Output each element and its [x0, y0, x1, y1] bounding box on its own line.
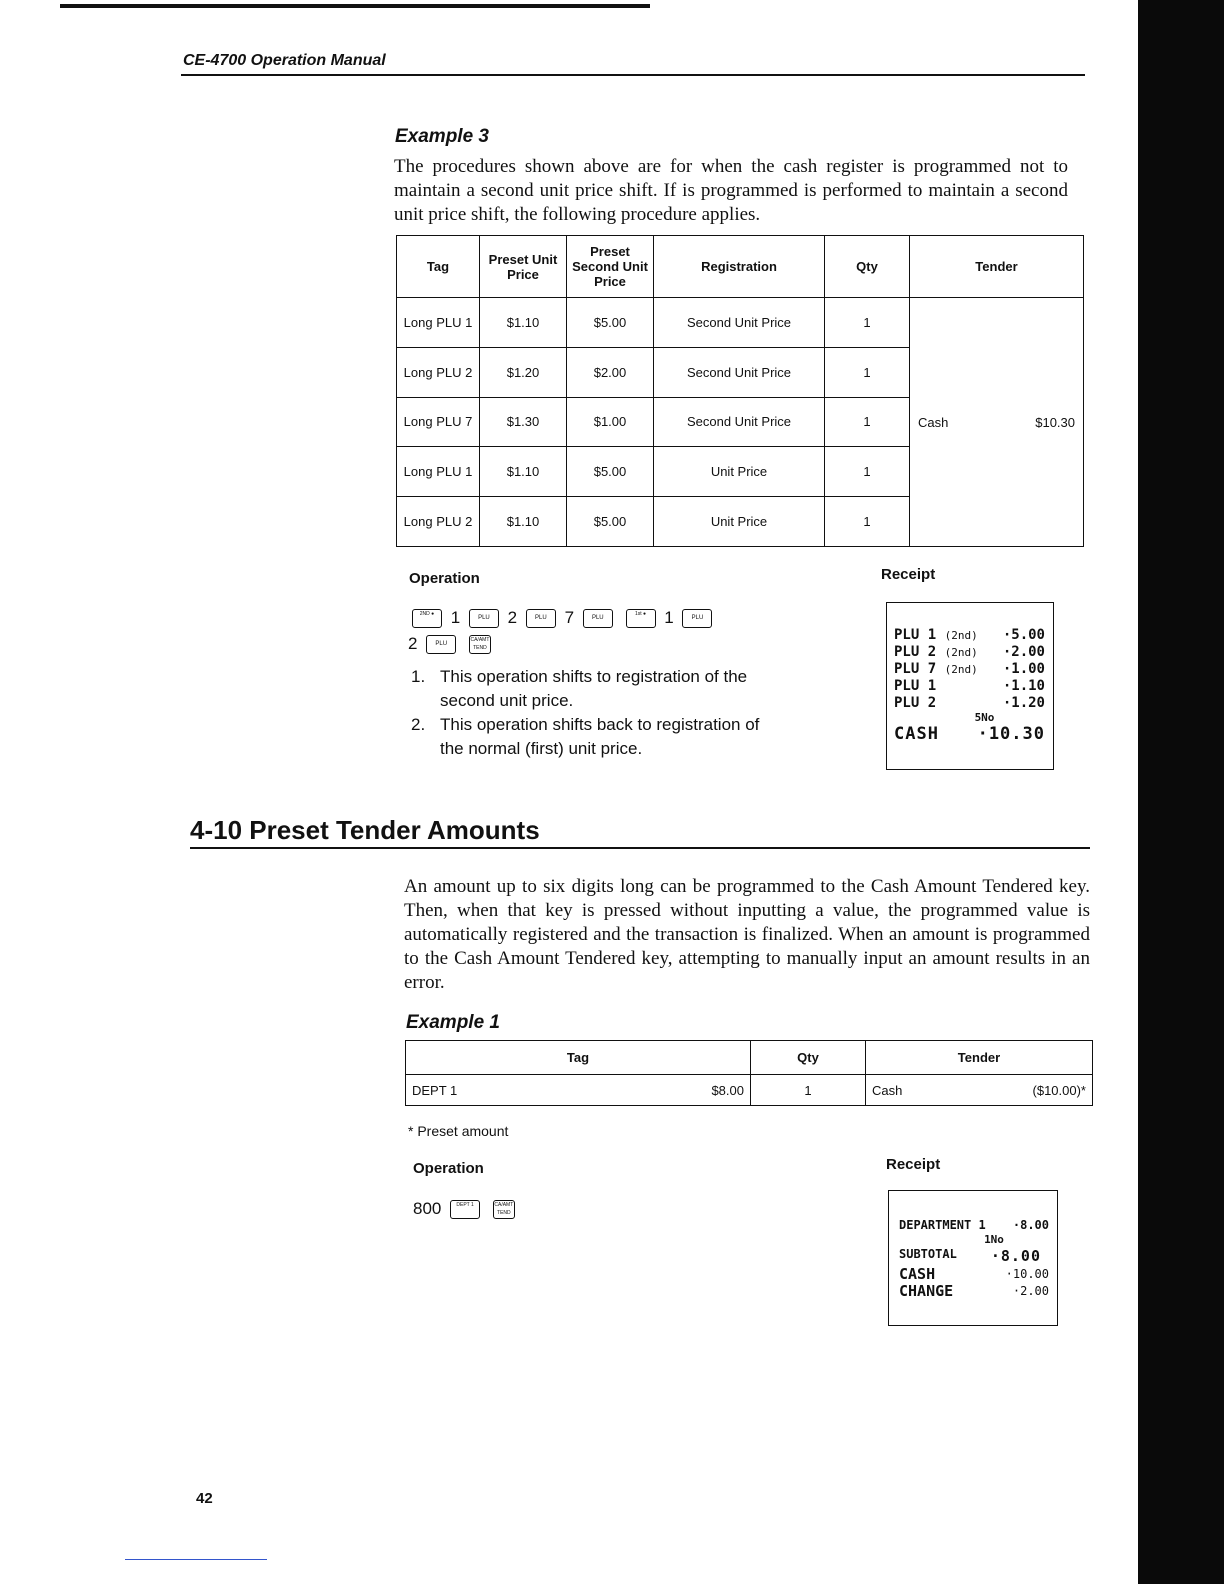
cell-registration: Unit Price — [654, 447, 825, 497]
plu-key: PLU — [583, 609, 613, 628]
table-header-row — [406, 1041, 1093, 1075]
header-qty: Qty — [825, 236, 910, 298]
bottom-rule — [125, 1559, 267, 1560]
cell-qty: 1 — [825, 397, 910, 447]
list-item — [411, 665, 771, 713]
header-unit-price: Preset Unit Price — [480, 236, 567, 298]
receipt-cash-value: ·10.30 — [977, 724, 1045, 744]
receipt-change-label: CHANGE — [899, 1282, 954, 1300]
receipt-amount: ·1.00 — [1002, 661, 1045, 677]
cell-tag: Long PLU 2 — [397, 497, 480, 547]
operation-sequence — [413, 1197, 519, 1221]
op-amount: 800 — [413, 1199, 442, 1218]
operation-notes — [411, 665, 771, 761]
top-rule — [60, 4, 650, 8]
receipt-example-1 — [888, 1190, 1058, 1326]
receipt-change-value: ·2.00 — [1012, 1284, 1049, 1298]
dept-label: DEPT 1 — [412, 1082, 458, 1098]
cell-unit-price: $1.10 — [480, 497, 567, 547]
receipt-cash-label: CASH — [899, 1265, 936, 1283]
op-digit: 7 — [564, 608, 575, 627]
example-3-intro: The procedures shown above are for when the cash register is programmed not to maintain a second unit price shift. If is programmed is performed to maintain a second unit price shift, the following procedure applies. — [394, 156, 1068, 225]
header-tender: Tender — [866, 1041, 1093, 1075]
example-3-table — [396, 235, 1084, 547]
second-unit-price-key: 2ND ● — [412, 609, 442, 628]
dept-key: DEPT 1 — [450, 1200, 480, 1219]
table-row — [406, 1075, 1093, 1106]
preset-footnote: * Preset amount — [408, 1123, 509, 1139]
tender-content — [918, 415, 1075, 430]
cell-qty: 1 — [825, 347, 910, 397]
receipt-line — [894, 627, 1045, 644]
cell-tag — [406, 1075, 751, 1106]
note-number: 2. — [411, 715, 426, 734]
note-text: This operation shifts back to registration of the normal (first) unit price. — [440, 715, 760, 758]
op-digit: 1 — [450, 608, 461, 627]
op-digit: 1 — [664, 608, 674, 627]
example-3-title: Example 3 — [395, 126, 489, 147]
cell-qty: 1 — [825, 447, 910, 497]
receipt-body — [889, 1191, 1057, 1300]
cell-unit-price: $1.30 — [480, 397, 567, 447]
receipt-mod: (2nd) — [944, 663, 978, 676]
cell-second-price: $5.00 — [567, 447, 654, 497]
receipt-amount: ·5.00 — [1002, 627, 1045, 643]
tender-label: Cash — [872, 1082, 903, 1098]
cell-unit-price: $1.20 — [480, 347, 567, 397]
header-tender: Tender — [910, 236, 1084, 298]
receipt-item: PLU 2 — [894, 644, 937, 660]
operation-heading: Operation — [409, 570, 480, 587]
cell-tag: Long PLU 1 — [397, 447, 480, 497]
op-digit: 2 — [507, 608, 518, 627]
plu-key: PLU — [426, 635, 456, 654]
tender-amount: $10.30 — [1035, 414, 1075, 430]
cash-tendered-key: CA/AMT TEND — [469, 635, 491, 654]
receipt-cash-line — [894, 724, 1045, 744]
header-qty: Qty — [751, 1041, 866, 1075]
cell-qty: 1 — [825, 497, 910, 547]
cell-second-price: $1.00 — [567, 397, 654, 447]
receipt-line — [899, 1217, 1049, 1234]
cell-registration: Second Unit Price — [654, 347, 825, 397]
receipt-cash-label: CASH — [894, 724, 939, 744]
table-row — [397, 298, 1084, 348]
example-1-title: Example 1 — [406, 1012, 500, 1033]
section-body: An amount up to six digits long can be programmed to the Cash Amount Tendered key. Then, when that key is pressed without inputting a value, the programmed value is automatically registered and the transaction is finalized. When an amount is programmed to the Cash Amount Tendered key, attempting to manually input an amount results in an error. — [404, 876, 1090, 993]
header-tag: Tag — [397, 236, 480, 298]
first-unit-price-key: 1st ● — [626, 609, 656, 628]
receipt-example-3 — [886, 602, 1054, 770]
receipt-mod: (2nd) — [944, 629, 978, 642]
receipt-cash-value: ·10.00 — [1005, 1267, 1049, 1281]
receipt-count: 5No — [974, 711, 995, 724]
receipt-amount: ·1.20 — [1002, 695, 1045, 711]
receipt-item: PLU 1 — [894, 627, 937, 643]
operation-sequence — [408, 605, 848, 657]
receipt-line — [899, 1246, 1049, 1266]
note-text: This operation shifts to registration of the second unit price. — [440, 667, 748, 710]
section-rule — [190, 847, 1090, 849]
receipt-line — [894, 678, 1045, 695]
tender-amount: ($10.00)* — [1032, 1082, 1086, 1098]
manual-title: CE-4700 Operation Manual — [183, 52, 386, 69]
cell-tag: Long PLU 7 — [397, 397, 480, 447]
header-second-price: Preset Second Unit Price — [567, 236, 654, 298]
receipt-line — [894, 644, 1045, 661]
cell-qty: 1 — [825, 298, 910, 348]
receipt-line — [899, 1266, 1049, 1283]
receipt-heading: Receipt — [886, 1156, 941, 1173]
receipt-subtotal-value: ·8.00 — [990, 1247, 1041, 1265]
cash-tendered-key: CA/AMT TEND — [493, 1200, 515, 1219]
table-header-row — [397, 236, 1084, 298]
receipt-amount: ·1.10 — [1002, 678, 1045, 694]
scan-edge — [1138, 0, 1224, 1584]
operation-heading: Operation — [413, 1160, 484, 1177]
cell-second-price: $2.00 — [567, 347, 654, 397]
example-1-table — [405, 1040, 1093, 1106]
receipt-body — [887, 603, 1053, 744]
receipt-item: PLU 1 — [894, 678, 937, 694]
cell-registration: Second Unit Price — [654, 397, 825, 447]
receipt-item: PLU 2 — [894, 695, 937, 711]
plu-key: PLU — [526, 609, 556, 628]
section-title: 4-10 Preset Tender Amounts — [190, 815, 540, 845]
receipt-line — [894, 661, 1045, 678]
plu-key: PLU — [469, 609, 499, 628]
receipt-item: PLU 7 — [894, 661, 937, 677]
tag-content — [412, 1083, 744, 1098]
cell-second-price: $5.00 — [567, 497, 654, 547]
list-item — [411, 713, 771, 761]
header-tag: Tag — [406, 1041, 751, 1075]
header-rule — [181, 74, 1085, 76]
receipt-dept-label: DEPARTMENT 1 — [899, 1218, 986, 1232]
op-digit: 2 — [408, 634, 418, 653]
receipt-subtotal-label: SUBTOTAL — [899, 1247, 957, 1261]
cell-qty: 1 — [751, 1075, 866, 1106]
plu-key: PLU — [682, 609, 712, 628]
cell-tag: Long PLU 1 — [397, 298, 480, 348]
receipt-line — [899, 1283, 1049, 1300]
note-number: 1. — [411, 667, 426, 686]
tender-content — [872, 1083, 1086, 1098]
receipt-amount: ·2.00 — [1002, 644, 1045, 660]
cell-registration: Unit Price — [654, 497, 825, 547]
tender-label: Cash — [918, 414, 949, 430]
receipt-line — [894, 695, 1045, 712]
dept-price: $8.00 — [711, 1082, 744, 1098]
cell-unit-price: $1.10 — [480, 447, 567, 497]
cell-registration: Second Unit Price — [654, 298, 825, 348]
cell-unit-price: $1.10 — [480, 298, 567, 348]
header-registration: Registration — [654, 236, 825, 298]
cell-tender — [866, 1075, 1093, 1106]
cell-tag: Long PLU 2 — [397, 347, 480, 397]
cell-second-price: $5.00 — [567, 298, 654, 348]
receipt-dept-value: ·8.00 — [1012, 1218, 1049, 1232]
receipt-heading: Receipt — [881, 566, 936, 583]
cell-tender — [910, 298, 1084, 547]
receipt-mod: (2nd) — [944, 646, 978, 659]
receipt-count: 1No — [984, 1233, 1004, 1246]
page-number: 42 — [196, 1490, 213, 1507]
